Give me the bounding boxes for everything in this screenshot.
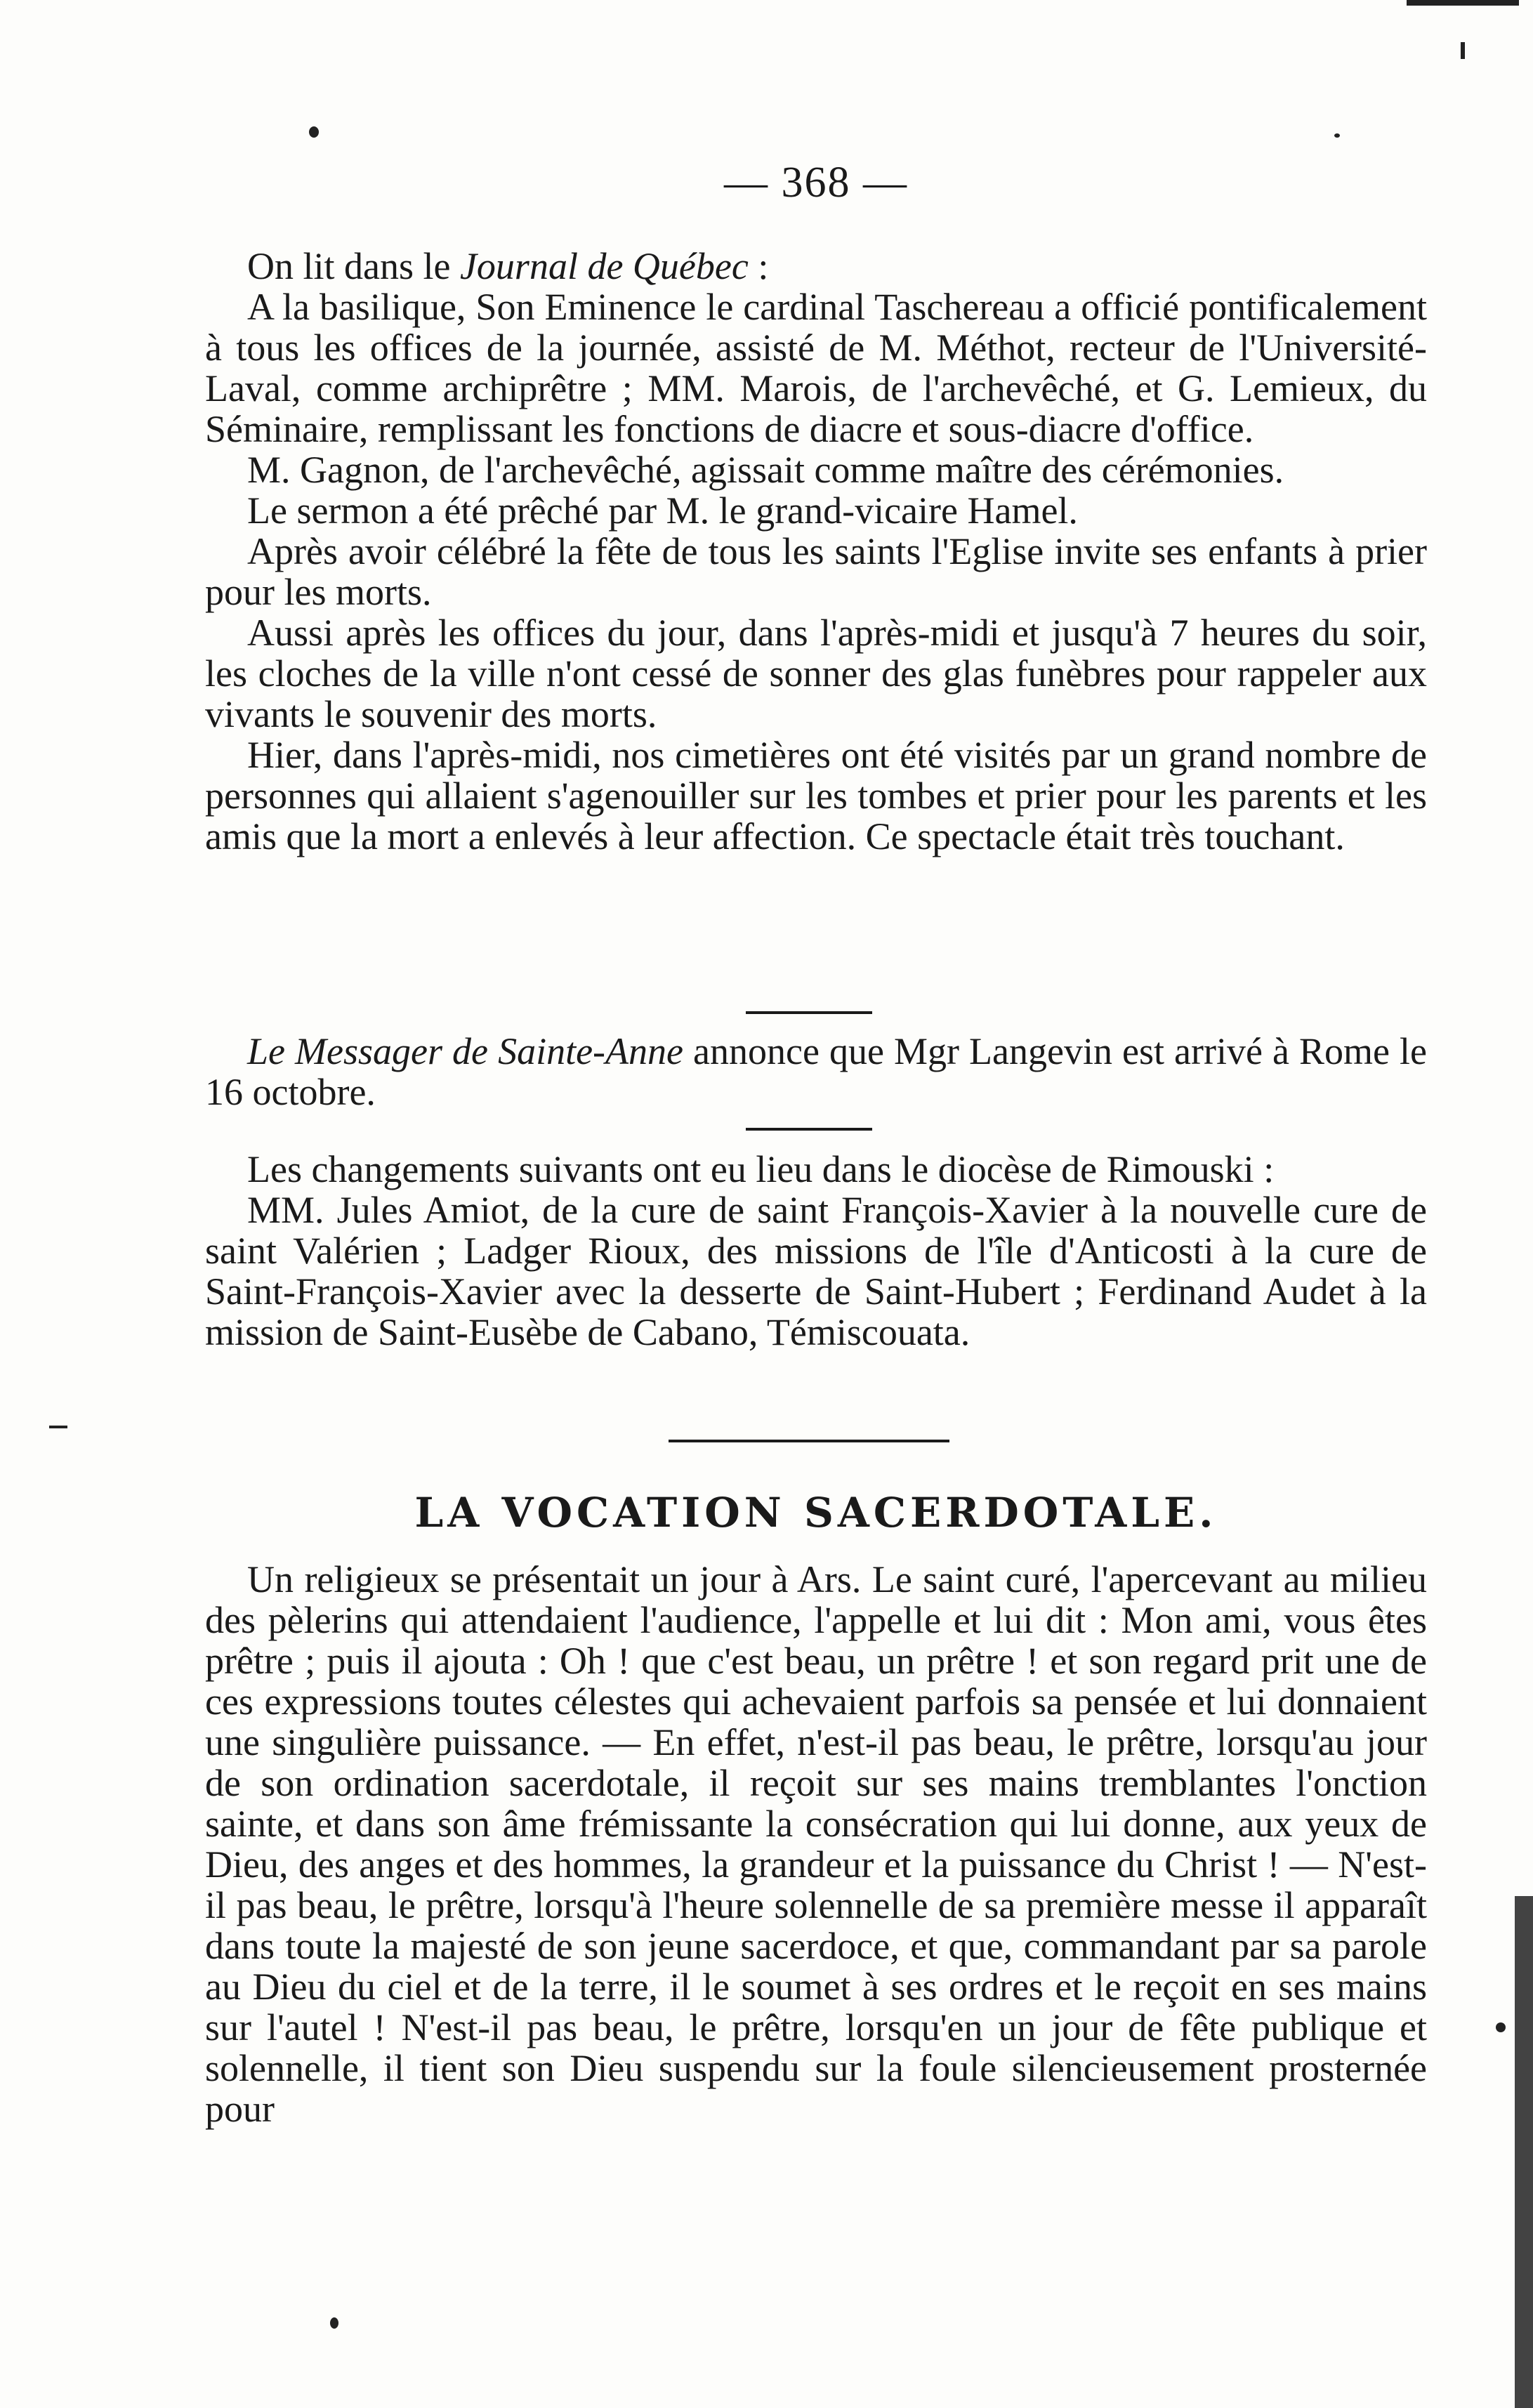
paragraph: MM. Jules Amiot, de la cure de saint François-Xavier à la nouvelle cure de saint Valérien ; Ladger Rioux, des missions de l'île d'Anticosti à la cure de Saint-François-Xavier avec la desserte de Saint-Hubert ; Ferdinand Audet à la mission de Saint-Eusèbe de Cabano, Témiscouata. (205, 1189, 1427, 1353)
section-title: LA VOCATION SACERDOTALE. (414, 1489, 1218, 1537)
page-number: — 368 — (724, 159, 908, 206)
divider-rule (669, 1440, 949, 1442)
article-rimouski (205, 1149, 1427, 1353)
article-text: annonce que Mgr Langevin est arrivé à Rome le 16 octobre. (205, 1030, 1428, 1113)
speck (49, 1426, 67, 1428)
section-body (205, 1559, 1427, 2129)
article-messager (205, 1031, 1427, 1112)
paragraph (205, 1031, 1427, 1112)
paragraph: Aussi après les offices du jour, dans l'après-midi et jusqu'à 7 heures du soir, les cloches de la ville n'ont cessé de sonner des glas funèbres pour rappeler aux vivants le souvenir des morts. (205, 612, 1427, 735)
source-title: Journal de Québec (459, 245, 749, 287)
intro-prefix: On lit dans le (247, 245, 460, 287)
article-intro (205, 246, 1427, 287)
speck (309, 126, 319, 138)
paragraph: A la basilique, Son Eminence le cardinal Taschereau a officié pontificalement à tous les offices de la journée, assisté de M. Méthot, recteur de l'Université-Laval, comme archiprêtre ; MM. Marois, de l'archevêché, et G. Lemieux, du Séminaire, remplissant les fonctions de diacre et sous-diacre d'office. (205, 286, 1427, 450)
divider-rule (746, 1128, 872, 1131)
source-title: Le Messager de Sainte-Anne (247, 1030, 683, 1072)
paragraph: M. Gagnon, de l'archevêché, agissait comme maître des cérémonies. (247, 449, 1284, 491)
speck (1496, 2022, 1506, 2032)
paragraph: Hier, dans l'après-midi, nos cimetières ont été visités par un grand nombre de personnes qui allaient s'agenouiller sur les tombes et prier pour les parents et les amis que la mort a enlevés à leur affection. Ce spectacle était très touchant. (205, 734, 1427, 857)
paragraph: Les changements suivants ont eu lieu dans le diocèse de Rimouski : (247, 1148, 1275, 1190)
intro-suffix: : (748, 245, 769, 287)
paragraph: Après avoir célébré la fête de tous les saints l'Eglise invite ses enfants à prier pour les morts. (205, 530, 1427, 613)
page-edge-shadow (1515, 1896, 1533, 2408)
article-journal-quebec (205, 246, 1427, 857)
divider-rule (746, 1011, 872, 1014)
paragraph: Le sermon a été prêché par M. le grand-vicaire Hamel. (247, 489, 1078, 532)
speck (1461, 42, 1465, 59)
paragraph: Un religieux se présentait un jour à Ars. Le saint curé, l'apercevant au milieu des pèlerins qui attendaient l'audience, l'appelle et lui dit : Mon ami, vous êtes prêtre ; puis il ajouta : Oh ! que c'est beau, un prêtre ! et son regard prit une de ces expressions toutes célestes qui achevaient parfois sa pensée et lui donnaient une singulière puissance. — En effet, n'est-il pas beau, le prêtre, lorsqu'au jour de son ordination sacerdotale, il reçoit sur ses mains tremblantes l'onction sainte, et dans son âme frémissante la consécration qui lui donne, aux yeux de Dieu, des anges et des hommes, la grandeur et la puissance du Christ ! — N'est-il pas beau, le prêtre, lorsqu'à l'heure solennelle de sa première messe il apparaît dans toute la majesté de son jeune sacerdoce, et que, commandant par sa parole au Dieu du ciel et de la terre, il le soumet à ses ordres et le reçoit en ses mains sur l'autel ! N'est-il pas beau, le prêtre, lorsqu'en un jour de fête publique et solennelle, il tient son Dieu suspendu sur la foule silencieusement prosternée pour (205, 1558, 1427, 2130)
speck (330, 2317, 338, 2329)
page-edge-top (1407, 0, 1519, 6)
speck (1334, 133, 1340, 138)
